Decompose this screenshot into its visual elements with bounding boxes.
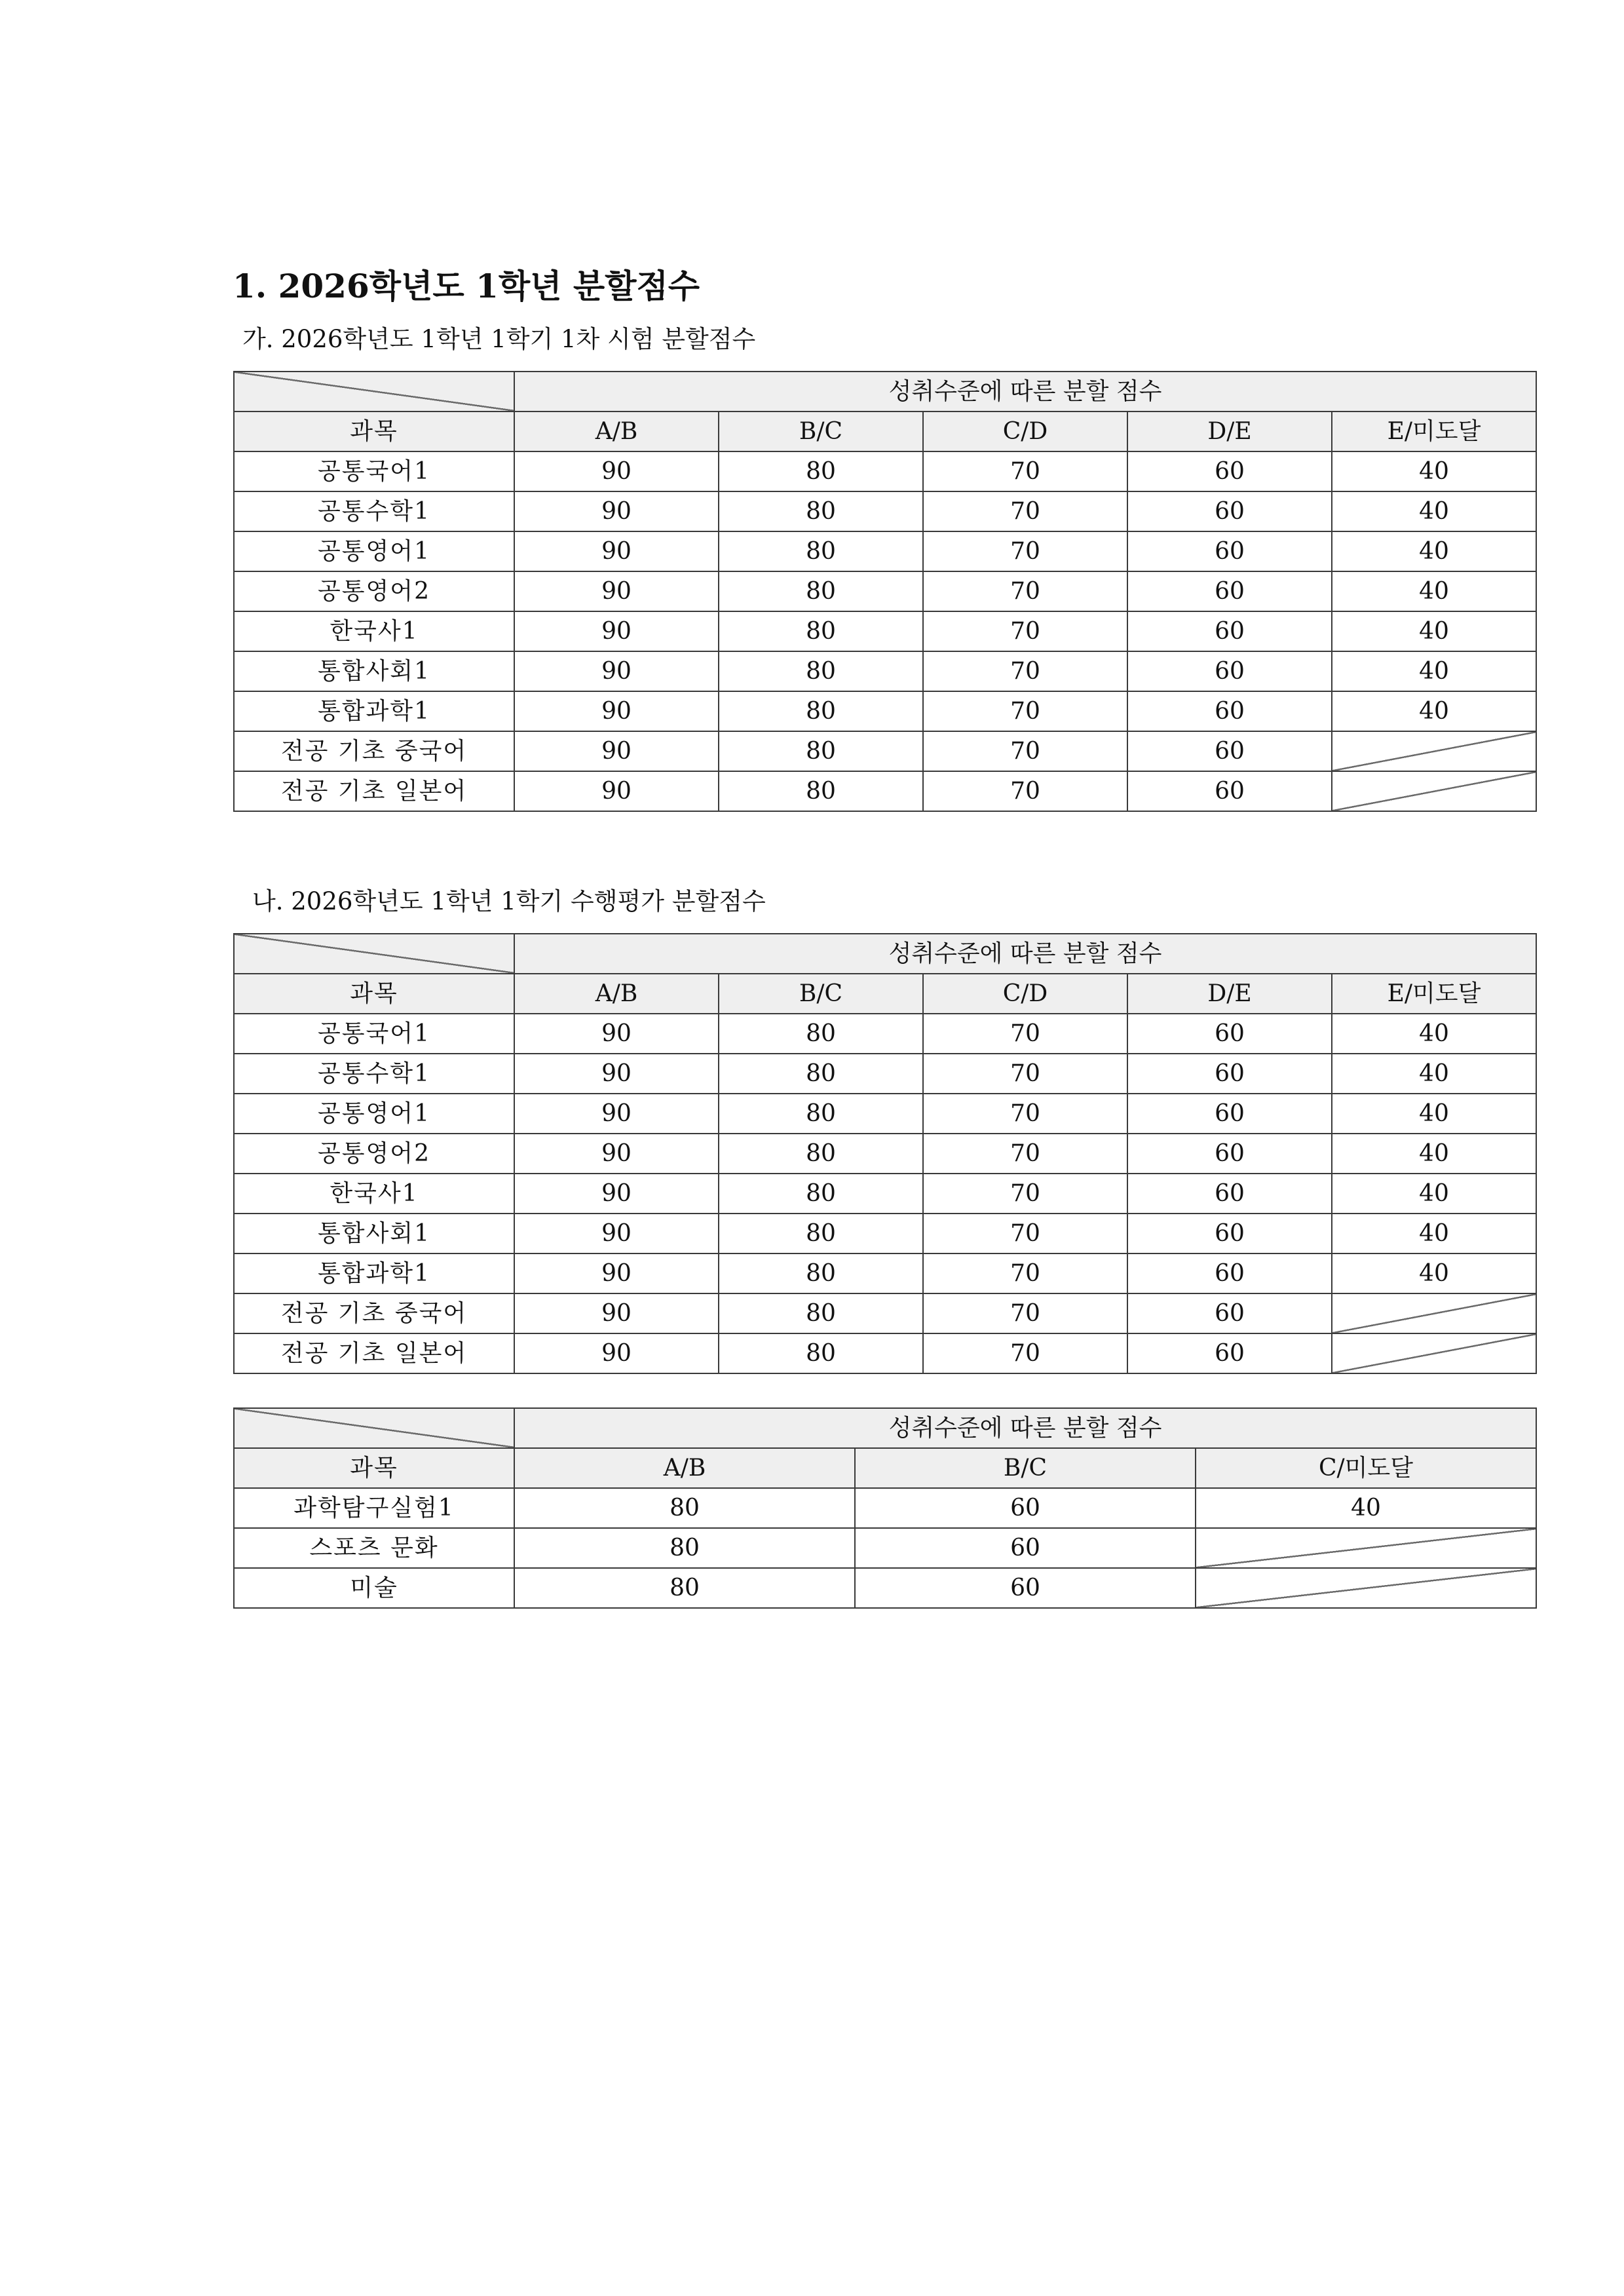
table-row xyxy=(234,1174,1536,1214)
score-cell: 40 xyxy=(1332,651,1536,691)
subject-cell: 통합사회1 xyxy=(234,1214,514,1253)
score-cell: 70 xyxy=(923,531,1127,571)
score-cell: 40 xyxy=(1332,1253,1536,1293)
table-row xyxy=(234,691,1536,731)
grade-header-row xyxy=(234,411,1536,451)
score-cell: 90 xyxy=(514,491,719,531)
midterm-cut-score-table xyxy=(233,371,1537,812)
grade-header: A/B xyxy=(514,1448,855,1488)
table-row xyxy=(234,1134,1536,1174)
score-cell: 90 xyxy=(514,1293,719,1333)
score-cell: 60 xyxy=(855,1528,1196,1568)
table-row xyxy=(234,1568,1536,1608)
score-cell: 60 xyxy=(1127,1293,1332,1333)
score-cell: 70 xyxy=(923,1333,1127,1373)
score-cell: 70 xyxy=(923,611,1127,651)
score-cell: 70 xyxy=(923,1174,1127,1214)
score-cell: 80 xyxy=(719,731,923,771)
score-cell: 60 xyxy=(1127,1014,1332,1054)
grade-header: D/E xyxy=(1127,974,1332,1014)
grade-header: E/미도달 xyxy=(1332,411,1536,451)
score-cell: 60 xyxy=(1127,451,1332,491)
corner-diagonal-cell xyxy=(234,372,514,411)
subject-cell: 과학탐구실험1 xyxy=(234,1488,514,1528)
score-cell: 90 xyxy=(514,1253,719,1293)
subject-cell: 한국사1 xyxy=(234,611,514,651)
score-cell: 80 xyxy=(719,1174,923,1214)
score-cell: 80 xyxy=(719,491,923,531)
score-cell: 40 xyxy=(1332,691,1536,731)
score-cell: 80 xyxy=(514,1528,855,1568)
score-cell: 80 xyxy=(719,1333,923,1373)
subject-cell: 공통영어2 xyxy=(234,571,514,611)
subject-cell: 전공 기초 일본어 xyxy=(234,1333,514,1373)
group-header: 성취수준에 따른 분할 점수 xyxy=(514,1408,1536,1448)
score-cell: 80 xyxy=(719,451,923,491)
score-cell: 70 xyxy=(923,1253,1127,1293)
score-cell: 60 xyxy=(1127,1054,1332,1094)
score-cell: 40 xyxy=(1332,451,1536,491)
score-cell: 60 xyxy=(1127,731,1332,771)
section-b-heading: 나. 2026학년도 1학년 1학기 수행평가 분할점수 xyxy=(252,887,766,915)
section-a-heading: 가. 2026학년도 1학년 1학기 1차 시험 분할점수 xyxy=(242,325,756,353)
table-row xyxy=(234,1214,1536,1253)
score-cell: 40 xyxy=(1332,1134,1536,1174)
group-header-row xyxy=(234,1408,1536,1448)
score-cell: 40 xyxy=(1332,611,1536,651)
subject-cell: 전공 기초 일본어 xyxy=(234,771,514,811)
score-cell: 60 xyxy=(1127,1253,1332,1293)
empty-diagonal-cell xyxy=(1332,1293,1536,1333)
score-cell: 40 xyxy=(1332,571,1536,611)
score-cell: 90 xyxy=(514,731,719,771)
score-cell: 80 xyxy=(719,1214,923,1253)
score-cell: 60 xyxy=(1127,1134,1332,1174)
subject-cell: 공통수학1 xyxy=(234,1054,514,1094)
score-cell: 90 xyxy=(514,611,719,651)
table-row xyxy=(234,651,1536,691)
table-row xyxy=(234,571,1536,611)
elective-cut-score-table xyxy=(233,1407,1537,1609)
subject-cell: 공통영어1 xyxy=(234,531,514,571)
score-cell: 40 xyxy=(1332,491,1536,531)
score-cell: 90 xyxy=(514,531,719,571)
score-cell: 70 xyxy=(923,1293,1127,1333)
score-cell: 90 xyxy=(514,651,719,691)
score-cell: 90 xyxy=(514,451,719,491)
score-cell: 70 xyxy=(923,1134,1127,1174)
score-cell: 80 xyxy=(719,691,923,731)
table-row xyxy=(234,1528,1536,1568)
score-cell: 90 xyxy=(514,1214,719,1253)
score-cell: 90 xyxy=(514,1134,719,1174)
subject-cell: 공통영어2 xyxy=(234,1134,514,1174)
score-cell: 60 xyxy=(855,1488,1196,1528)
score-cell: 40 xyxy=(1196,1488,1536,1528)
score-cell: 60 xyxy=(1127,1333,1332,1373)
corner-diagonal-cell xyxy=(234,1408,514,1448)
score-cell: 70 xyxy=(923,571,1127,611)
table-row xyxy=(234,771,1536,811)
score-cell: 80 xyxy=(719,771,923,811)
table-row xyxy=(234,1293,1536,1333)
score-cell: 80 xyxy=(719,1014,923,1054)
score-cell: 90 xyxy=(514,771,719,811)
grade-header: E/미도달 xyxy=(1332,974,1536,1014)
score-cell: 60 xyxy=(1127,651,1332,691)
score-cell: 90 xyxy=(514,1094,719,1134)
score-cell: 40 xyxy=(1332,1214,1536,1253)
table-row xyxy=(234,731,1536,771)
score-cell: 90 xyxy=(514,1054,719,1094)
score-cell: 90 xyxy=(514,1174,719,1214)
subject-cell: 통합과학1 xyxy=(234,691,514,731)
subject-header: 과목 xyxy=(234,411,514,451)
empty-diagonal-cell xyxy=(1196,1528,1536,1568)
subject-cell: 공통영어1 xyxy=(234,1094,514,1134)
table-row xyxy=(234,1014,1536,1054)
score-cell: 80 xyxy=(719,611,923,651)
table-row xyxy=(234,451,1536,491)
table-row xyxy=(234,1094,1536,1134)
score-cell: 80 xyxy=(719,571,923,611)
score-cell: 80 xyxy=(719,651,923,691)
subject-cell: 통합사회1 xyxy=(234,651,514,691)
score-cell: 40 xyxy=(1332,1054,1536,1094)
score-cell: 80 xyxy=(719,1253,923,1293)
table-row xyxy=(234,1333,1536,1373)
score-cell: 70 xyxy=(923,1054,1127,1094)
score-cell: 80 xyxy=(719,1094,923,1134)
grade-header: D/E xyxy=(1127,411,1332,451)
grade-header: B/C xyxy=(719,974,923,1014)
score-cell: 60 xyxy=(1127,571,1332,611)
score-cell: 40 xyxy=(1332,531,1536,571)
score-cell: 90 xyxy=(514,1014,719,1054)
subject-header: 과목 xyxy=(234,1448,514,1488)
subject-cell: 공통국어1 xyxy=(234,1014,514,1054)
subject-cell: 전공 기초 중국어 xyxy=(234,1293,514,1333)
grade-header: B/C xyxy=(855,1448,1196,1488)
group-header: 성취수준에 따른 분할 점수 xyxy=(514,934,1536,974)
empty-diagonal-cell xyxy=(1196,1568,1536,1608)
table-row xyxy=(234,1054,1536,1094)
score-cell: 80 xyxy=(514,1568,855,1608)
empty-diagonal-cell xyxy=(1332,771,1536,811)
grade-header: B/C xyxy=(719,411,923,451)
subject-cell: 전공 기초 중국어 xyxy=(234,731,514,771)
score-cell: 80 xyxy=(514,1488,855,1528)
score-cell: 70 xyxy=(923,651,1127,691)
score-cell: 40 xyxy=(1332,1174,1536,1214)
group-header: 성취수준에 따른 분할 점수 xyxy=(514,372,1536,411)
table-row xyxy=(234,1253,1536,1293)
score-cell: 70 xyxy=(923,451,1127,491)
table-row xyxy=(234,531,1536,571)
subject-header: 과목 xyxy=(234,974,514,1014)
score-cell: 60 xyxy=(855,1568,1196,1608)
grade-header-row xyxy=(234,1448,1536,1488)
subject-cell: 공통수학1 xyxy=(234,491,514,531)
score-cell: 60 xyxy=(1127,691,1332,731)
score-cell: 60 xyxy=(1127,531,1332,571)
empty-diagonal-cell xyxy=(1332,1333,1536,1373)
score-cell: 70 xyxy=(923,491,1127,531)
performance-cut-score-table xyxy=(233,933,1537,1374)
corner-diagonal-cell xyxy=(234,934,514,974)
score-cell: 60 xyxy=(1127,771,1332,811)
grade-header-row xyxy=(234,974,1536,1014)
score-cell: 60 xyxy=(1127,611,1332,651)
subject-cell: 미술 xyxy=(234,1568,514,1608)
score-cell: 70 xyxy=(923,1094,1127,1134)
subject-cell: 한국사1 xyxy=(234,1174,514,1214)
score-cell: 80 xyxy=(719,1054,923,1094)
score-cell: 90 xyxy=(514,571,719,611)
subject-cell: 스포츠 문화 xyxy=(234,1528,514,1568)
page-title: 1. 2026학년도 1학년 분할점수 xyxy=(233,267,700,305)
score-cell: 80 xyxy=(719,1293,923,1333)
grade-header: C/미도달 xyxy=(1196,1448,1536,1488)
score-cell: 60 xyxy=(1127,1174,1332,1214)
score-cell: 70 xyxy=(923,731,1127,771)
table-row xyxy=(234,491,1536,531)
subject-cell: 공통국어1 xyxy=(234,451,514,491)
score-cell: 90 xyxy=(514,1333,719,1373)
score-cell: 60 xyxy=(1127,1214,1332,1253)
score-cell: 70 xyxy=(923,691,1127,731)
score-cell: 80 xyxy=(719,531,923,571)
grade-header: C/D xyxy=(923,411,1127,451)
grade-header: C/D xyxy=(923,974,1127,1014)
group-header-row xyxy=(234,934,1536,974)
score-cell: 80 xyxy=(719,1134,923,1174)
empty-diagonal-cell xyxy=(1332,731,1536,771)
score-cell: 60 xyxy=(1127,491,1332,531)
table-row xyxy=(234,611,1536,651)
grade-header: A/B xyxy=(514,411,719,451)
score-cell: 60 xyxy=(1127,1094,1332,1134)
score-cell: 40 xyxy=(1332,1014,1536,1054)
subject-cell: 통합과학1 xyxy=(234,1253,514,1293)
group-header-row xyxy=(234,372,1536,411)
grade-header: A/B xyxy=(514,974,719,1014)
score-cell: 70 xyxy=(923,1214,1127,1253)
score-cell: 70 xyxy=(923,771,1127,811)
table-row xyxy=(234,1488,1536,1528)
score-cell: 40 xyxy=(1332,1094,1536,1134)
score-cell: 70 xyxy=(923,1014,1127,1054)
score-cell: 90 xyxy=(514,691,719,731)
